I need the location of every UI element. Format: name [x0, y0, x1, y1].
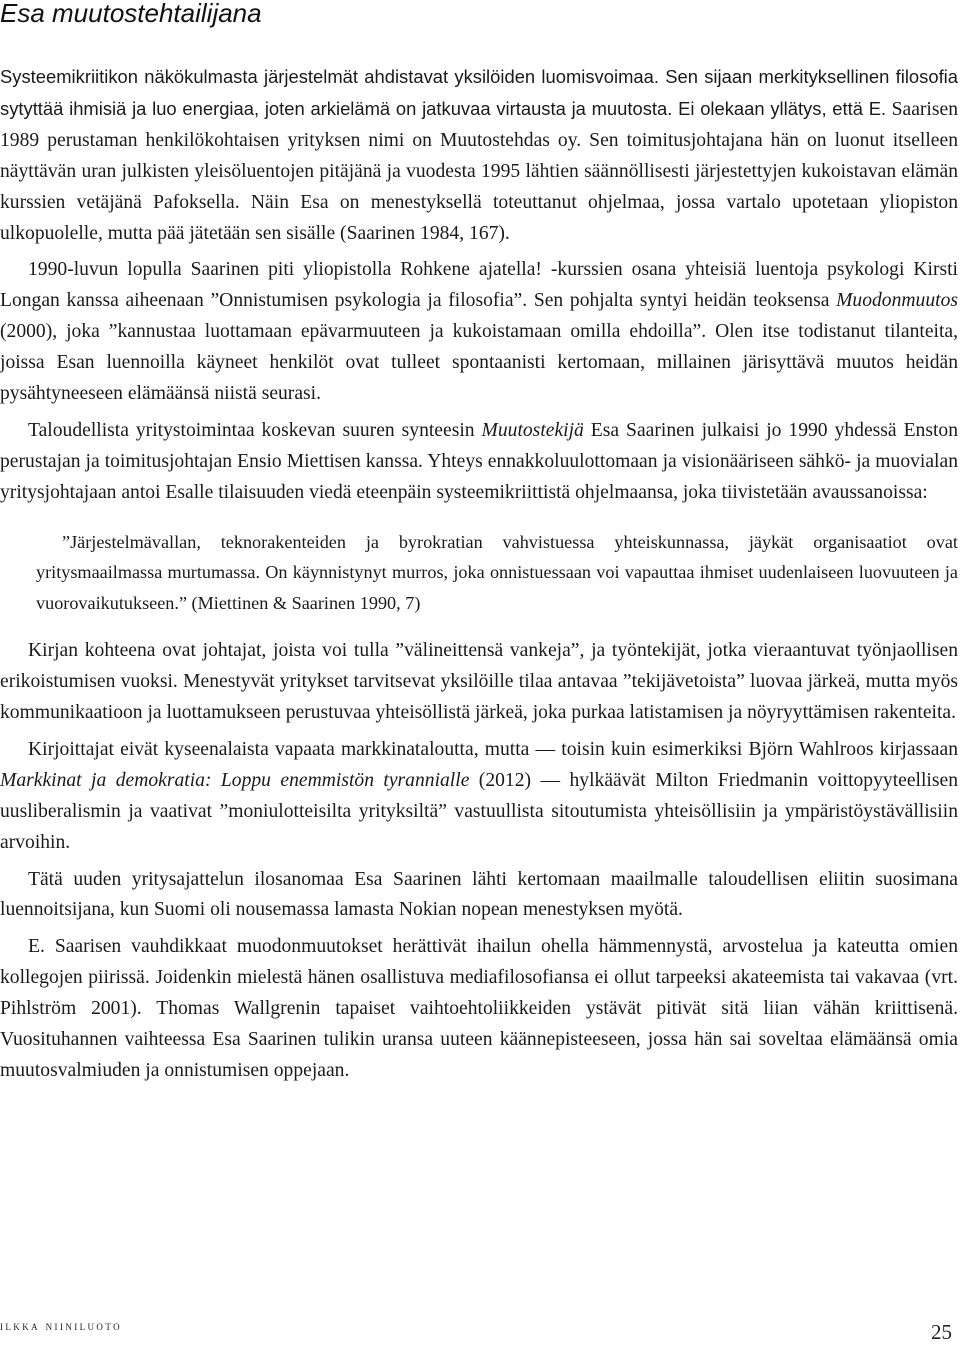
body-text [0, 62, 958, 1093]
paragraph-3-book-title: Muutostekijä [481, 419, 584, 441]
paragraph-2 [0, 255, 958, 410]
paragraph-7: E. Saarisen vauhdikkaat muodonmuutokset herättivät ihailun ohella hämmennystä, arvostelua ja kateutta omien kollegojen piirissä. Joidenkin mielestä hänen osallistuva mediafilosofiansa ei ollut tarpeeksi akateemista tai vakavaa (vrt. Pihlström 2001). Thomas Wallgrenin tapaiset vaihtoehtoliikkeiden ystävät pitivät sitä liian vähän kriittisenä. Vuosituhannen vaihteessa Esa Saarinen tulikin uransa uuteen käännepisteeseen, jossa hän sai soveltaa elämäänsä omia muutosvalmiuden ja onnistumisen oppejaan. [0, 936, 958, 1081]
running-footer-author: ilkka niiniluoto [0, 1318, 122, 1333]
paragraph-2-text-b: (2000), joka ”kannustaa luottamaan epävarmuuteen ja kukoistamaan omilla ehdoilla”. Olen itse todistanut tilanteita, joissa Esan luennoilla käyneet henkilöt ovat tulleet spontaanisti kertomaan, millainen järisyttävä muutos heidän pysähtyneeseen elämäänsä niistä seurasi. [0, 321, 958, 405]
paragraph-5 [0, 735, 958, 859]
section-heading: Esa muutostehtailijana [0, 0, 262, 28]
paragraph-1-serif-part: Saarisen 1989 perustaman henkilökohtaisen yrityksen nimi on Muutostehdas oy. [0, 98, 958, 151]
paragraph-2-book-title: Muodonmuutos [836, 290, 958, 312]
paragraph-1 [0, 62, 958, 249]
page-number: 25 [931, 1320, 952, 1344]
paragraph-5-text-b: (2012) — hylkäävät Milton Friedmanin voittopyyteellisen uusliberalismin ja vaativat ”moniulotteisilta yrityksiltä” vastuullista sitoutumista yhteisöllisiin ja ympäristöystävällisiin arvoihin. [0, 769, 958, 853]
block-quote: ”Järjestelmävallan, teknorakenteiden ja byrokratian vahvistuessa yhteiskunnassa, jäykät organisaatiot ovat yritysmaailmassa murtumassa. On käynnistynyt murros, joka onnistuessaan voi vapauttaa ihmiset uudenlaiseen luovuuteen ja vuorovaikutukseen.” (Miettinen & Saarinen 1990, 7) [36, 531, 958, 613]
paragraph-3-text-b: Esa Saarinen julkaisi jo 1990 yhdessä Enston perustajan ja toimitusjohtajan Ensio Miettisen kanssa. Yhteys ennakkoluulottomaan ja visionääriseen sähkö- ja muovialan yritysjohtajaan antoi Esalle tilaisuuden viedä eteenpäin systeemikriittistä ohjelmaansa, joka tiivistetään avaussanoissa: [0, 419, 958, 503]
paragraph-2-text-a: 1990-luvun lopulla Saarinen piti yliopistolla Rohkene ajatella! -kurssien osana yhteisiä luentoja psykologi Kirsti Longan kanssa aiheenaan ”Onnistumisen psykologia ja filosofia”. Sen pohjalta syntyi heidän teoksensa [0, 259, 958, 312]
paragraph-1-sans-part: Systeemikriitikon näkökulmasta järjestelmät ahdistavat yksilöiden luomisvoimaa. Sen sijaan merkityksellinen filosofia sytyttää ihmisiä ja luo energiaa, joten arkielämä on jatkuvaa virtausta ja muutosta. Ei olekaan yllätys, että E. [0, 66, 958, 119]
paragraph-5-text-a: Kirjoittajat eivät kyseenalaista vapaata markkinataloutta, mutta — toisin kuin esimerkiksi Björn Wahlroos kirjassaan [28, 738, 958, 760]
paragraph-3 [0, 416, 958, 509]
paragraph-3-text-a: Taloudellista yritystoimintaa koskevan suuren synteesin [28, 419, 482, 441]
paragraph-6: Tätä uuden yritysajattelun ilosanomaa Esa Saarinen lähti kertomaan maailmalle taloudellisen eliitin suosimana luennoitsijana, kun Suomi oli nousemassa lamasta Nokian nopean menestyksen myötä. [0, 868, 958, 921]
paragraph-4: Kirjan kohteena ovat johtajat, joista voi tulla ”välineittensä vankeja”, ja työntekijät, jotka vieraantuvat työnjaollisen erikoistumisen vuoksi. Menestyvät yritykset tarvitsevat yksilöille tilaa antavaa ”tekijävetoista” luovaa järkeä, mutta myös kommunikaatioon ja luottamukseen perustuvaa yhteisöllistä järkeä, joka purkaa latistamisen ja nöyryyttämisen rakenteita. [0, 640, 958, 723]
paragraph-1-rest: Sen toimitusjohtajana hän on luonut itselleen näyttävän uran julkisten yleisöluentojen pitäjänä ja vuodesta 1995 lähtien säännöllisesti järjestettyjen kukoistavan elämän kurssien vetäjänä Pafoksella. Näin Esa on menestyksellä toteuttanut ohjelmaa, jossa vartalo upotetaan yliopiston ulkopuolelle, mutta pää jätetään sen sisälle (Saarinen 1984, 167). [0, 129, 958, 244]
paragraph-5-book-title: Markkinat ja demokratia: Loppu enemmistön tyrannialle [0, 769, 470, 791]
